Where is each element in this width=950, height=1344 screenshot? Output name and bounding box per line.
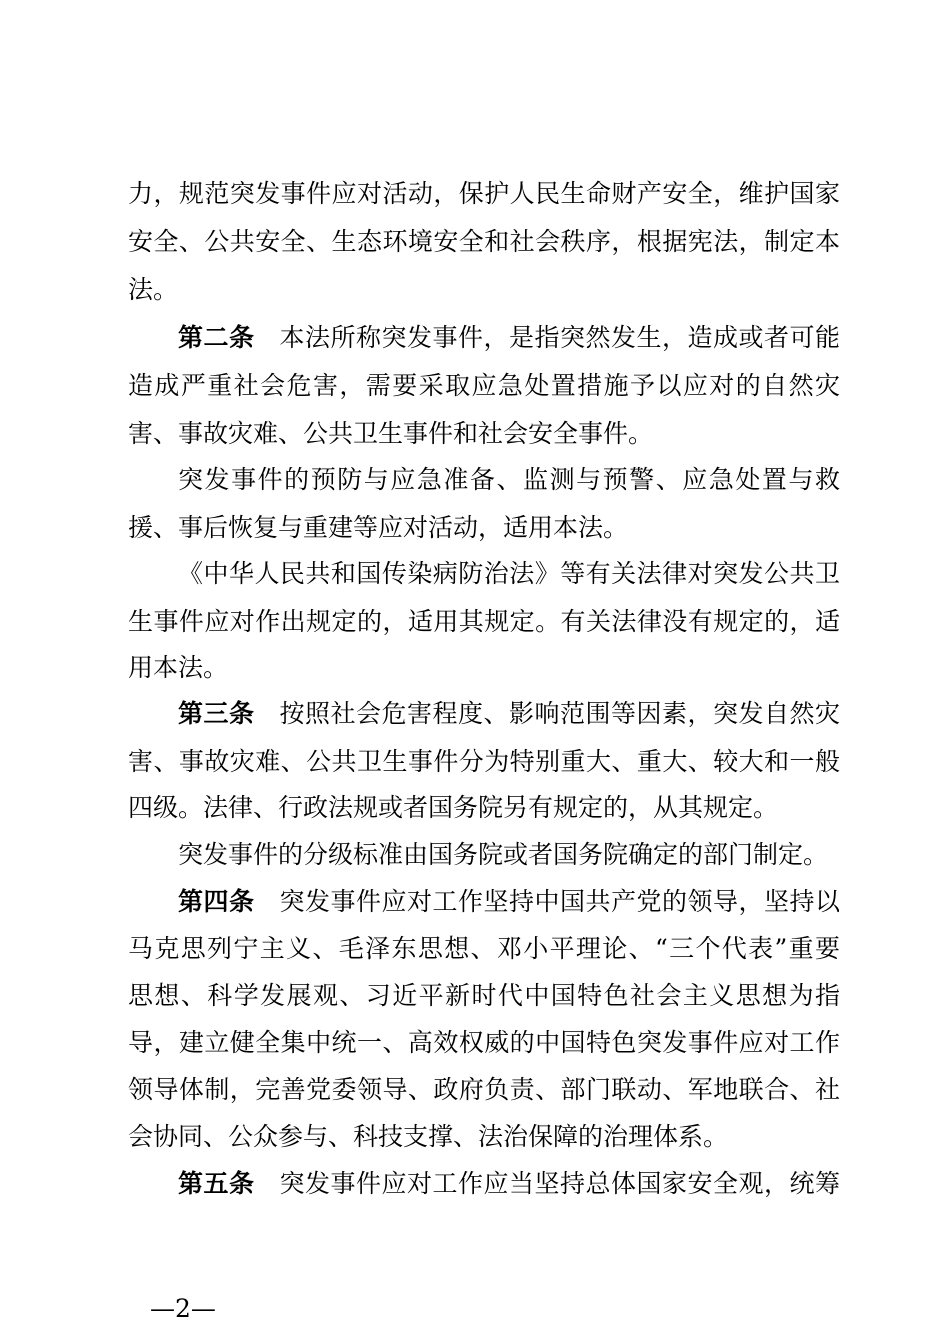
text-line: 用本法。: [128, 653, 229, 682]
text-line: 领导体制，完善党委领导、政府负责、部门联动、军地联合、社: [128, 1075, 840, 1104]
article-line: 第四条 突发事件应对工作坚持中国共产党的领导，坚持以: [178, 887, 840, 916]
article-heading: 第五条: [178, 1169, 255, 1198]
text-line: 突发事件的分级标准由国务院或者国务院确定的部门制定。: [178, 840, 829, 869]
text-line: 援、事后恢复与重建等应对活动，适用本法。: [128, 513, 629, 542]
text-line: 马克思列宁主义、毛泽东思想、邓小平理论、“三个代表”重要: [128, 934, 840, 963]
article-heading: 第二条: [178, 323, 255, 352]
text-line: 四级。法律、行政法规或者国务院另有规定的，从其规定。: [128, 793, 779, 822]
article-heading: 第四条: [178, 887, 255, 916]
text-line: 安全、公共安全、生态环境安全和社会秩序，根据宪法，制定本: [128, 227, 840, 256]
article-line: 第三条 按照社会危害程度、影响范围等因素，突发自然灾: [178, 699, 840, 728]
article-heading: 第三条: [178, 699, 255, 728]
page-number: —2—: [150, 1294, 216, 1323]
text-line: 《中华人民共和国传染病防治法》等有关法律对突发公共卫: [178, 559, 840, 588]
text-line: 导，建立健全集中统一、高效权威的中国特色突发事件应对工作: [128, 1028, 840, 1057]
text-line: 生事件应对作出规定的，适用其规定。有关法律没有规定的，适: [128, 607, 840, 636]
text-line: 会协同、公众参与、科技支撑、法治保障的治理体系。: [128, 1122, 729, 1151]
text-line: 突发事件的预防与应急准备、监测与预警、应急处置与救: [178, 465, 840, 494]
article-line: 第五条 突发事件应对工作应当坚持总体国家安全观，统筹: [178, 1169, 840, 1198]
article-line: 第二条 本法所称突发事件，是指突然发生，造成或者可能: [178, 323, 840, 352]
text-line: 力，规范突发事件应对活动，保护人民生命财产安全，维护国家: [128, 179, 840, 208]
text-line: 造成严重社会危害，需要采取应急处置措施予以应对的自然灾: [128, 371, 840, 400]
text-line: 害、事故灾难、公共卫生事件和社会安全事件。: [128, 419, 654, 448]
text-line: 思想、科学发展观、习近平新时代中国特色社会主义思想为指: [128, 981, 840, 1010]
text-line: 害、事故灾难、公共卫生事件分为特别重大、重大、较大和一般: [128, 747, 840, 776]
text-line: 法。: [128, 275, 179, 304]
